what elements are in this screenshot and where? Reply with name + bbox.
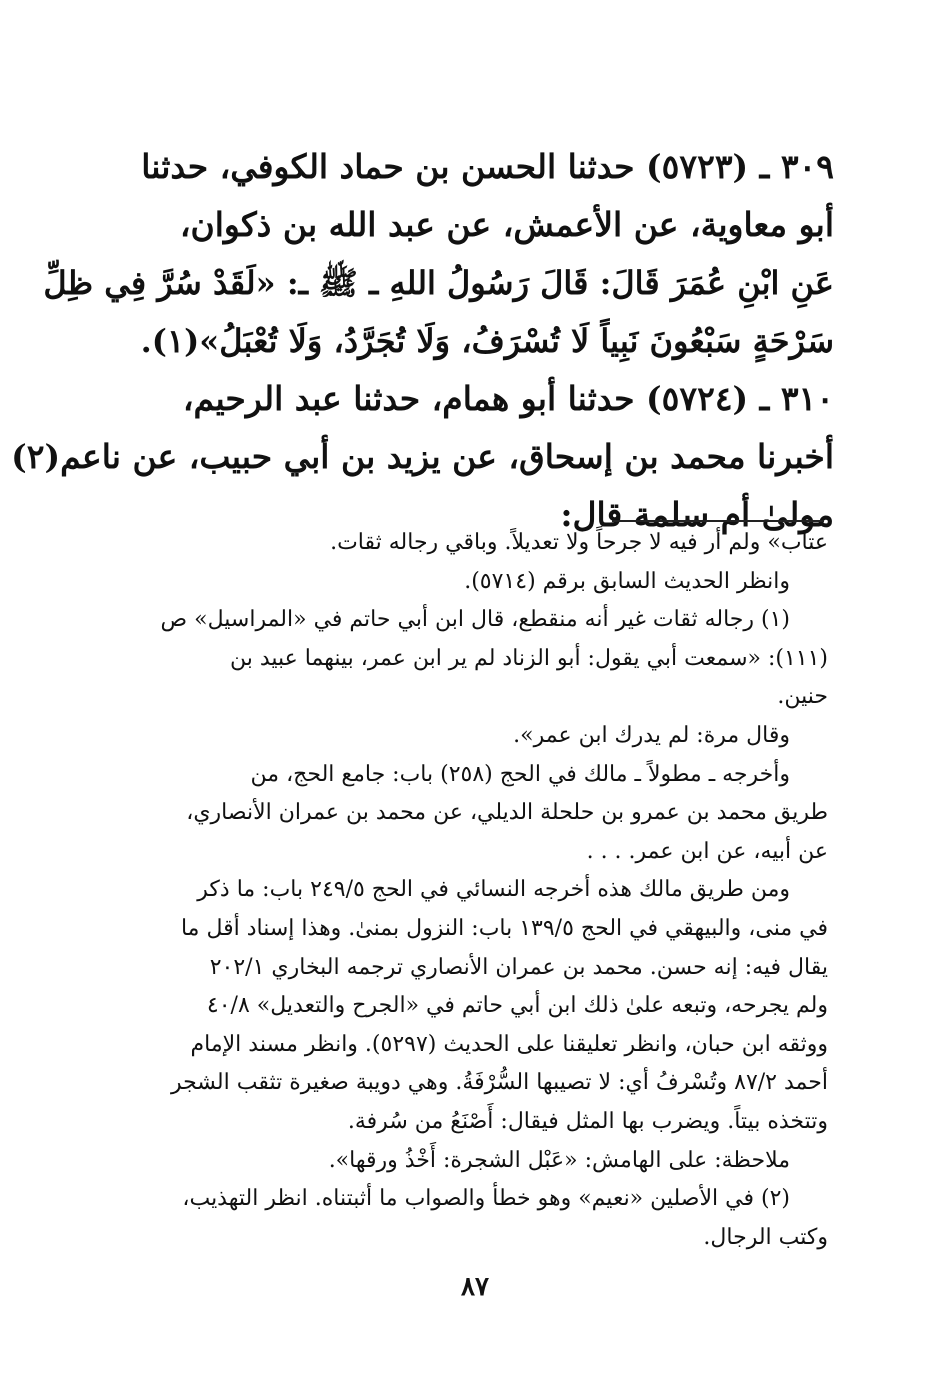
footnote-line: حنين.	[777, 684, 828, 710]
footnote-line: ووثقه ابن حبان، وانظر تعليقنا على الحديث (٥٢٩٧). وانظر مسند الإمام	[190, 1031, 828, 1057]
footnote-line: ومن طريق مالك هذه أخرجه النسائي في الحج ٢٤٩/٥ باب: ما ذكر	[197, 877, 790, 903]
footnote-line: (٢) في الأصلين «نعيم» وهو خطأ والصواب ما أثبتناه. انظر التهذيب،	[182, 1186, 790, 1212]
footnote-line: أحمد ٨٧/٢ وتُسْرفُ أي: لا تصيبها السُّرْفَةُ. وهي دويبة صغيرة تثقب الشجر	[170, 1070, 828, 1096]
footnote-line: وانظر الحديث السابق برقم (٥٧١٤).	[464, 568, 790, 594]
text-line: ٣١٠ ـ (٥٧٢٤) حدثنا أبو همام، حدثنا عبد الرحيم،	[182, 379, 834, 418]
hadith-text	[11, 138, 834, 544]
footnote-line: وقال مرة: لم يدرك ابن عمر».	[513, 722, 790, 748]
footnote-divider	[612, 520, 824, 522]
footnote-line: ولم يجرحه، وتبعه علىٰ ذلك ابن أبي حاتم في «الجرح والتعديل» ٤٠/٨	[206, 993, 828, 1019]
footnote-line: عتاب» ولم أر فيه لا جرحاً ولا تعديلاً. وباقي رجاله ثقات.	[330, 530, 828, 555]
footnotes	[118, 524, 828, 1257]
text-line: عَنِ ابْنِ عُمَرَ قَالَ: قَالَ رَسُولُ اللهِ ـ ﷺ ـ: «لَقَدْ سُرَّ فِي ظِلِّ	[43, 264, 834, 302]
footnote-line: ملاحظة: على الهامش: «عَبْل الشجرة: أَخْذُ ورقها».	[328, 1147, 790, 1173]
page-number: ٨٧	[461, 1272, 489, 1302]
footnote-line: طريق محمد بن عمرو بن حلحلة الديلي، عن محمد بن عمران الأنصاري،	[186, 800, 828, 826]
footnote-line: في منى، والبيهقي في الحج ١٣٩/٥ باب: النزول بمنىٰ. وهذا إسناد أقل ما	[180, 915, 828, 941]
text-line: أبو معاوية، عن الأعمش، عن عبد الله بن ذكوان،	[179, 205, 834, 244]
footnote-line: (١) رجاله ثقات غير أنه منقطع، قال ابن أبي حاتم في «المراسيل» ص	[160, 607, 790, 633]
footnote-line: عن أبيه، عن ابن عمر. . . .	[586, 838, 828, 864]
text-line: مولىٰ أم سلمة قال:	[560, 495, 834, 534]
text-line: أخبرنا محمد بن إسحاق، عن يزيد بن أبي حبيب، عن ناعم(٢)	[11, 437, 834, 476]
footnote-line: يقال فيه: إنه حسن. محمد بن عمران الأنصاري ترجمه البخاري ٢٠٢/١	[209, 954, 828, 980]
footnote-line: (١١١): «سمعت أبي يقول: أبو الزناد لم ير ابن عمر، بينهما عبيد بن	[229, 645, 828, 671]
footnote-line: وكتب الرجال.	[703, 1224, 828, 1250]
footnote-line: وأخرجه ـ مطولاً ـ مالك في الحج (٢٥٨) باب: جامع الحج، من	[250, 761, 790, 787]
text-line: ٣٠٩ ـ (٥٧٢٣) حدثنا الحسن بن حماد الكوفي، حدثنا	[141, 147, 834, 186]
footnote-line: وتتخذه بيتاً. ويضرب بها المثل فيقال: أَصْنَعُ من سُرفة.	[347, 1108, 828, 1134]
text-line: سَرْحَةٍ سَبْعُونَ نَبِياً لَا تُسْرَفُ، وَلَا تُجَرَّدُ، وَلَا تُعْبَلُ»(١).	[140, 322, 834, 360]
